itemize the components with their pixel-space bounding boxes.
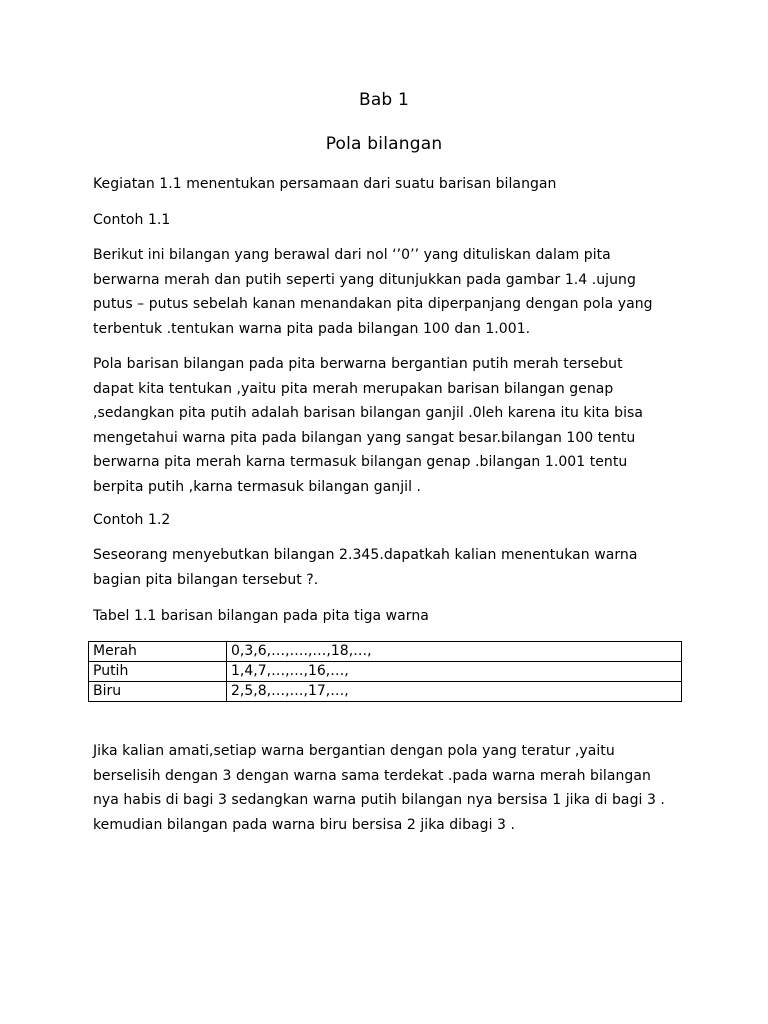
pattern-explanation-paragraph: [93, 352, 693, 499]
sequence-cell: 0,3,6,…,….,…,18,…,: [227, 642, 682, 662]
paragraph-line: ,sedangkan pita putih adalah barisan bilangan ganjil .0leh karena itu kita bisa: [93, 405, 644, 421]
color-cell: Biru: [89, 682, 227, 702]
color-cell: Putih: [89, 662, 227, 682]
color-sequence-table: [88, 641, 682, 702]
paragraph-line: nya habis di bagi 3 sedangkan warna putih bilangan nya bersisa 1 jika di bagi 3 .: [93, 792, 665, 808]
activity-heading: Kegiatan 1.1 menentukan persamaan dari suatu barisan bilangan: [93, 176, 557, 192]
example-1-paragraph: [93, 243, 693, 341]
color-cell: Merah: [89, 642, 227, 662]
example-2-paragraph: [93, 543, 693, 592]
paragraph-line: berpita putih ,karna termasuk bilangan ganjil .: [93, 478, 422, 495]
table-caption: Tabel 1.1 barisan bilangan pada pita tiga warna: [93, 608, 429, 624]
paragraph-line: putus – putus sebelah kanan menandakan pita diperpanjang dengan pola yang: [93, 296, 653, 312]
paragraph-line: Seseorang menyebutkan bilangan 2.345.dapatkah kalian menentukan warna: [93, 547, 638, 563]
paragraph-line: mengetahui warna pita pada bilangan yang sangat besar.bilangan 100 tentu: [93, 429, 636, 446]
table-row: [89, 662, 682, 682]
paragraph-line: berwarna pita merah karna termasuk bilangan genap .bilangan 1.001 tentu: [93, 454, 628, 470]
table-row: [89, 642, 682, 662]
chapter-subtitle: Pola bilangan: [325, 134, 443, 154]
paragraph-line: kemudian bilangan pada warna biru bersisa 2 jika dibagi 3 .: [93, 816, 516, 833]
sequence-cell: 1,4,7,…,…,16,…,: [227, 662, 682, 682]
sequence-cell: 2,5,8,…,…,17,…,: [227, 682, 682, 702]
paragraph-line: Berikut ini bilangan yang berawal dari nol ‘’0’’ yang dituliskan dalam pita: [93, 247, 611, 263]
paragraph-line: dapat kita tentukan ,yaitu pita merah merupakan barisan bilangan genap: [93, 380, 614, 397]
paragraph-line: Pola barisan bilangan pada pita berwarna bergantian putih merah tersebut: [93, 356, 623, 372]
example-2-label: Contoh 1.2: [93, 512, 171, 528]
paragraph-line: terbentuk .tentukan warna pita pada bilangan 100 dan 1.001.: [93, 320, 531, 337]
chapter-title: Bab 1: [358, 90, 410, 110]
paragraph-line: berwarna merah dan putih seperti yang ditunjukkan pada gambar 1.4 .ujung: [93, 271, 636, 288]
table-row: [89, 682, 682, 702]
paragraph-line: bagian pita bilangan tersebut ?.: [93, 571, 319, 588]
conclusion-paragraph: [93, 739, 693, 837]
example-1-label: Contoh 1.1: [93, 212, 171, 228]
paragraph-line: Jika kalian amati,setiap warna bergantian dengan pola yang teratur ,yaitu: [93, 743, 615, 759]
paragraph-line: berselisih dengan 3 dengan warna sama terdekat .pada warna merah bilangan: [93, 767, 651, 784]
